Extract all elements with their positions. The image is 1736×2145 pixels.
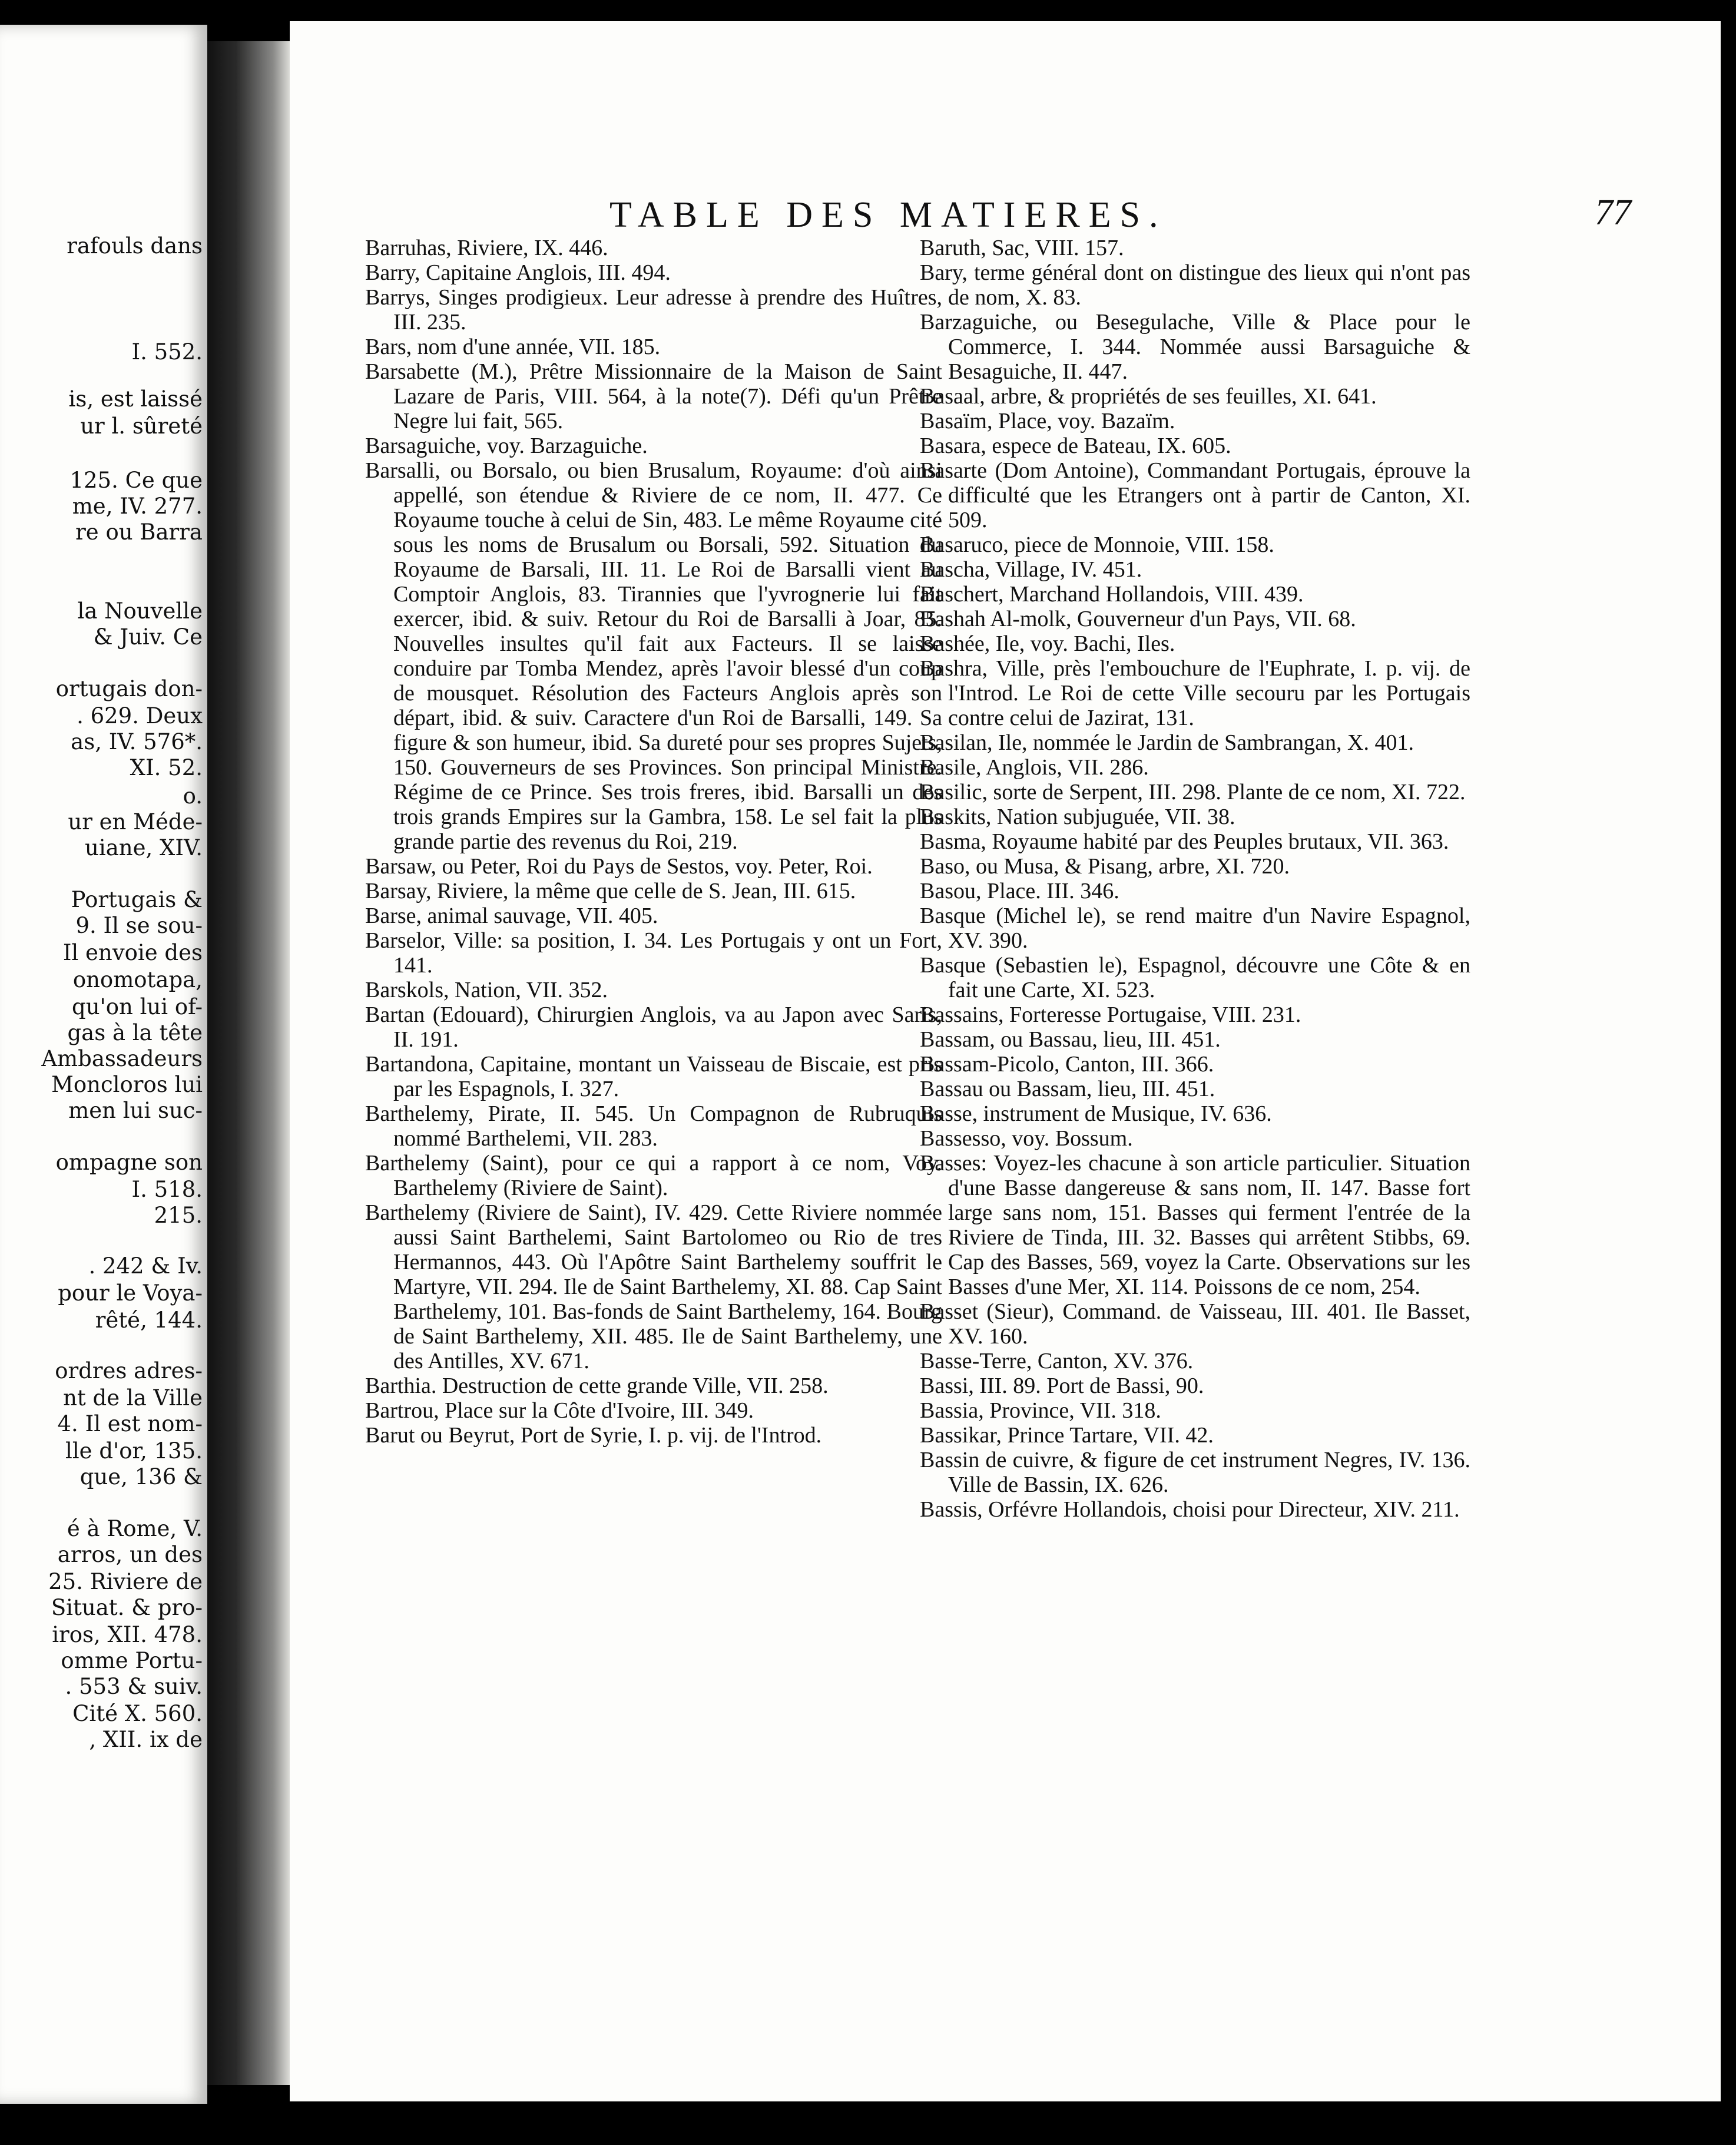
left-page-fragment: rêté, 144. [95, 1307, 203, 1333]
index-entry: Bascha, Village, IV. 451. [920, 557, 1142, 582]
left-page-fragment: qu'on lui of- [72, 994, 203, 1019]
index-entry: Barruhas, Riviere, IX. 446. [365, 236, 608, 260]
index-entry: Barut ou Beyrut, Port de Syrie, I. p. vij. de l'Introd. [365, 1423, 822, 1448]
left-page-fragment: Moncloros lui [51, 1072, 203, 1097]
left-page-fragment: que, 136 & [79, 1464, 203, 1489]
index-entry: Barsabette (M.), Prêtre Missionnaire de la Maison de Saint Lazare de Paris, VIII. 564, à la note(7). Défi qu'un Prêtre Negre lui fait, 565. [365, 359, 942, 433]
index-entry: Bassia, Province, VII. 318. [920, 1398, 1161, 1423]
index-entry: Barzaguiche, ou Besegulache, Ville & Place pour le Commerce, I. 344. Nommée aussi Barsaguiche & Besaguiche, II. 447. [920, 310, 1470, 384]
left-page-fragment: nt de la Ville [63, 1385, 203, 1411]
index-entry: Basou, Place. III. 346. [920, 879, 1119, 903]
left-page-fragment: ompagne son [55, 1150, 203, 1175]
left-page-fragment: I. 552. [131, 339, 203, 365]
index-entry: Bassikar, Prince Tartare, VII. 42. [920, 1423, 1214, 1448]
index-entry: Bassau ou Bassam, lieu, III. 451. [920, 1077, 1215, 1101]
index-entry: Barrys, Singes prodigieux. Leur adresse à prendre des Huîtres, III. 235. [365, 285, 942, 335]
index-entry: Bassi, III. 89. Port de Bassi, 90. [920, 1373, 1204, 1398]
left-page-fragment: onomotapa, [72, 967, 203, 992]
index-entry: Basque (Sebastien le), Espagnol, découvre une Côte & en fait une Carte, XI. 523. [920, 953, 1470, 1002]
index-entry: Basse-Terre, Canton, XV. 376. [920, 1349, 1194, 1373]
index-entry: Bars, nom d'une année, VII. 185. [365, 335, 661, 359]
left-page-fragment: 9. Il se sou- [75, 913, 203, 938]
index-entry: Basilan, Ile, nommée le Jardin de Sambrangan, X. 401. [920, 730, 1414, 755]
left-page-fragment: , XII. ix de [89, 1727, 203, 1752]
left-page-fragment: pour le Voya- [58, 1280, 203, 1306]
index-entry: Bartan (Edouard), Chirurgien Anglois, va au Japon avec Saris, II. 191. [365, 1002, 942, 1052]
left-page-fragment: uiane, XIV. [85, 835, 203, 860]
index-entry: Baruth, Sac, VIII. 157. [920, 236, 1124, 260]
index-entry: Barsaw, ou Peter, Roi du Pays de Sestos, voy. Peter, Roi. [365, 854, 873, 879]
left-page-fragment: 4. Il est nom- [57, 1411, 203, 1436]
index-column-left [365, 236, 942, 1448]
index-entry: Barry, Capitaine Anglois, III. 494. [365, 260, 671, 285]
index-entry: Basile, Anglois, VII. 286. [920, 755, 1149, 780]
index-entry: Basses: Voyez-les chacune à son article particulier. Situation d'une Basse dangereuse & sans nom, II. 147. Basse fort large sans nom, 151. Basses qui ferment l'entrée de la Riviere de Tinda, III. 32. Basses qui arrêtent Stibbs, 69. Cap des Basses, 569, voyez la Carte. Observations sur les Basses d'une Mer, XI. 114. Poissons de ce nom, 254. [920, 1151, 1470, 1299]
index-entry: Basaïm, Place, voy. Bazaïm. [920, 409, 1175, 433]
index-entry: Bashah Al-molk, Gouverneur d'un Pays, VII. 68. [920, 607, 1356, 631]
left-page-fragment: Portugais & [71, 887, 203, 912]
index-entry: Baschert, Marchand Hollandois, VIII. 439. [920, 582, 1304, 607]
index-entry: Basque (Michel le), se rend maitre d'un Navire Espagnol, XV. 390. [920, 903, 1470, 953]
index-entry: Barsay, Riviere, la même que celle de S. Jean, III. 615. [365, 879, 856, 903]
left-page-fragment: 25. Riviere de [48, 1569, 203, 1594]
left-page-fragment: & Juiv. Ce [93, 624, 203, 650]
left-page-fragment: ur en Méde- [68, 809, 203, 835]
index-entry: Barthelemy, Pirate, II. 545. Un Compagnon de Rubruquis nommé Barthelemi, VII. 283. [365, 1101, 942, 1151]
index-entry: Bassains, Forteresse Portugaise, VIII. 231. [920, 1002, 1301, 1027]
left-page-fragment: Il envoie des [62, 940, 203, 965]
left-page-fragment: Cité X. 560. [72, 1701, 203, 1726]
left-page-fragment: ordres adres- [55, 1358, 203, 1383]
left-page-fragment: iros, XII. 478. [52, 1622, 203, 1647]
left-page-fragment: me, IV. 277. [72, 494, 203, 519]
left-page-fragment: gas à la tête [67, 1020, 203, 1045]
left-page-fragment: 215. [154, 1203, 203, 1228]
left-page-fragment: ortugais don- [55, 676, 203, 701]
index-entry: Basilic, sorte de Serpent, III. 298. Plante de ce nom, XI. 722. [920, 780, 1466, 805]
index-entry: Bashée, Ile, voy. Bachi, Iles. [920, 631, 1175, 656]
index-entry: Basse, instrument de Musique, IV. 636. [920, 1101, 1272, 1126]
index-entry: Basaal, arbre, & propriétés de ses feuilles, XI. 641. [920, 384, 1377, 409]
left-page-fragment: men lui suc- [68, 1098, 203, 1123]
left-page-fragment: . 242 & Iv. [88, 1253, 203, 1279]
index-entry: Barthelemy (Riviere de Saint), IV. 429. Cette Riviere nommée aussi Saint Barthelemi, Saint Bartolomeo ou Rio de tres Hermannos, 443. Où l'Apôtre Saint Barthelemy souffrit le Martyre, VII. 294. Ile de Saint Barthelemy, XI. 88. Cap Saint Barthelemy, 101. Bas-fonds de Saint Barthelemy, 164. Bourg de Saint Barthelemy, XII. 485. Ile de Saint Barthelemy, une des Antilles, XV. 671. [365, 1200, 942, 1373]
index-entry: Barselor, Ville: sa position, I. 34. Les Portugais y ont un Fort, 141. [365, 928, 942, 978]
index-entry: Bassam-Picolo, Canton, III. 366. [920, 1052, 1214, 1077]
left-page-fragment: as, IV. 576*. [71, 729, 203, 754]
left-page-fragment: la Nouvelle [77, 598, 203, 624]
left-page-fragment: é à Rome, V. [67, 1516, 203, 1541]
index-entry: Baso, ou Musa, & Pisang, arbre, XI. 720. [920, 854, 1290, 879]
left-page-fragment: re ou Barra [75, 519, 203, 545]
index-entry: Bassam, ou Bassau, lieu, III. 451. [920, 1027, 1221, 1052]
index-entry: Basaruco, piece de Monnoie, VIII. 158. [920, 532, 1274, 557]
index-entry: Baskits, Nation subjuguée, VII. 38. [920, 805, 1235, 829]
left-page-fragment: XI. 52. [130, 755, 203, 780]
left-page-fragment: o. [183, 783, 203, 809]
index-entry: Bartrou, Place sur la Côte d'Ivoire, III. 349. [365, 1398, 754, 1423]
left-page-fragment: rafouls dans [67, 233, 203, 259]
index-entry: Bassis, Orfévre Hollandois, choisi pour Directeur, XIV. 211. [920, 1497, 1460, 1522]
book-gutter [207, 41, 290, 2085]
running-header [324, 171, 1643, 235]
left-page-fragment: Situat. & pro- [51, 1595, 203, 1620]
left-page-fragment: omme Portu- [61, 1648, 203, 1673]
left-page-fragment: is, est laissé [68, 386, 203, 412]
index-entry: Barthelemy (Saint), pour ce qui a rapport à ce nom, Voy. Barthelemy (Riviere de Saint). [365, 1151, 942, 1200]
index-column-right [920, 236, 1470, 1522]
index-entry: Barsaguiche, voy. Barzaguiche. [365, 433, 648, 458]
left-page-fragment: . 629. Deux [77, 703, 203, 729]
left-page-fragment: I. 518. [131, 1177, 203, 1202]
left-page-fragment: lle d'or, 135. [65, 1438, 203, 1464]
index-entry: Bassin de cuivre, & figure de cet instrument Negres, IV. 136. Ville de Bassin, IX. 626. [920, 1448, 1470, 1497]
index-entry: Barskols, Nation, VII. 352. [365, 978, 608, 1002]
facing-page-left [0, 25, 207, 2104]
index-entry: Basset (Sieur), Command. de Vaisseau, III. 401. Ile Basset, XV. 160. [920, 1299, 1470, 1349]
left-page-fragment: Ambassadeurs [41, 1046, 203, 1071]
index-entry: Barsalli, ou Borsalo, ou bien Brusalum, Royaume: d'où ainsi appellé, son étendue & Riviere de ce nom, II. 477. Ce Royaume touche à celui de Sin, 483. Le même Royaume cité sous les noms de Brusalum ou Borsali, 592. Situation du Royaume de Barsali, III. 11. Le Roi de Barsalli vient au Comptoir Anglois, 83. Tirannies que l'yvrognerie lui fait exercer, ibid. & suiv. Retour du Roi de Barsalli à Joar, 85. Nouvelles insultes qu'il fait aux Facteurs. Il se laisse conduire par Tomba Mendez, après l'avoir blessé d'un coup de mousquet. Résolution des Facteurs Anglois après son départ, ibid. & suiv. Caractere d'un Roi de Barsalli, 149. Sa figure & son humeur, ibid. Sa dureté pour ses propres Sujets, 150. Gouverneurs de ses Provinces. Son principal Ministre. Régime de ce Prince. Ses trois freres, ibid. Barsalli un des trois grands Empires sur la Gambra, 158. Le sel fait la plus grande partie des revenus du Roi, 219. [365, 458, 942, 854]
left-page-fragment: . 553 & suiv. [65, 1674, 203, 1699]
page-number: 77 [1595, 193, 1631, 233]
index-entry: Bashra, Ville, près l'embouchure de l'Euphrate, I. p. vij. de l'Introd. Le Roi de cette Ville secouru par les Portugais contre celui de Jazirat, 131. [920, 656, 1470, 730]
left-page-fragment: arros, un des [57, 1542, 203, 1567]
index-entry: Basma, Royaume habité par des Peuples brutaux, VII. 363. [920, 829, 1449, 854]
index-entry: Bassesso, voy. Bossum. [920, 1126, 1133, 1151]
index-entry: Basarte (Dom Antoine), Commandant Portugais, éprouve la difficulté que les Etrangers ont à partir de Canton, XI. 509. [920, 458, 1470, 532]
index-entry: Barse, animal sauvage, VII. 405. [365, 903, 658, 928]
index-entry: Barthia. Destruction de cette grande Ville, VII. 258. [365, 1373, 829, 1398]
page-title: TABLE DES MATIERES. [609, 195, 1167, 235]
index-entry: Basara, espece de Bateau, IX. 605. [920, 433, 1231, 458]
index-entry: Bary, terme général dont on distingue des lieux qui n'ont pas de nom, X. 83. [920, 260, 1470, 310]
left-page-fragment: ur l. sûreté [80, 413, 203, 439]
index-entry: Bartandona, Capitaine, montant un Vaisseau de Biscaie, est pris par les Espagnols, I. 327. [365, 1052, 942, 1101]
left-page-fragment: 125. Ce que [69, 468, 203, 493]
